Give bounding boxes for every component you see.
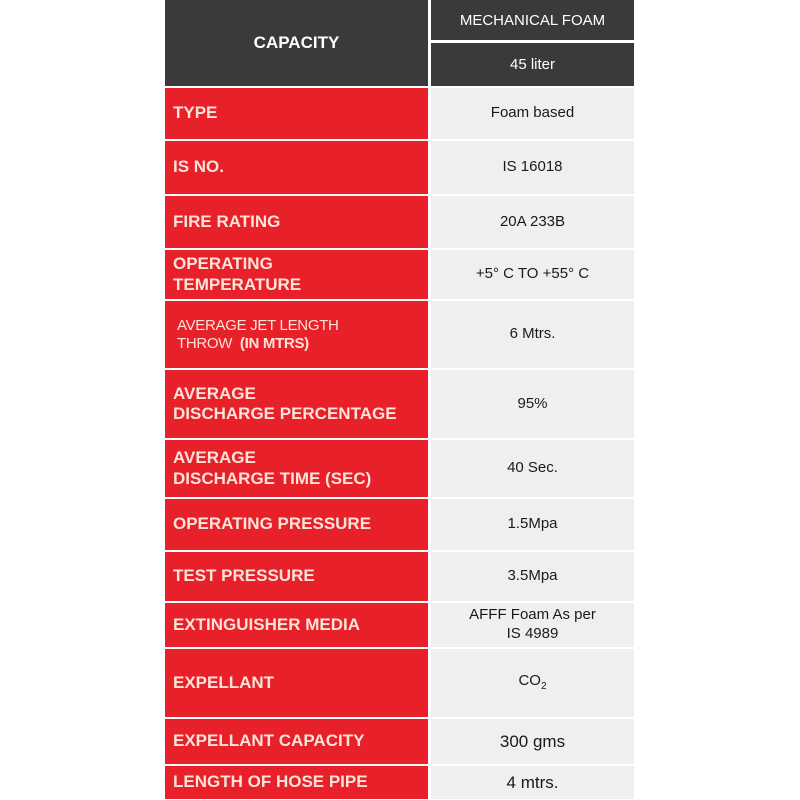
row-label (165, 440, 428, 497)
row-value: 95% (431, 370, 634, 438)
row-value: IS 16018 (431, 141, 634, 194)
row-value-subscript: 2 (540, 681, 547, 693)
row-label (165, 301, 428, 368)
table-row-hose-length (165, 766, 635, 799)
specification-table (165, 0, 635, 800)
row-label: FIRE RATING (165, 196, 428, 248)
row-value (431, 603, 634, 647)
row-value: 40 Sec. (431, 440, 634, 497)
row-value: 6 Mtrs. (431, 301, 634, 368)
row-value: Foam based (431, 88, 634, 139)
row-label: EXPELLANT CAPACITY (165, 719, 428, 764)
row-value-main: CO (518, 672, 541, 690)
table-row-operating-temperature (165, 250, 635, 299)
row-label: TEST PRESSURE (165, 552, 428, 601)
row-label: TYPE (165, 88, 428, 139)
table-row-operating-pressure (165, 499, 635, 550)
row-label-line: DISCHARGE PERCENTAGE (173, 404, 397, 423)
capacity-value-header: 45 liter (431, 43, 634, 86)
row-label: IS NO. (165, 141, 428, 194)
table-row-test-pressure (165, 552, 635, 601)
row-label (165, 250, 428, 299)
row-value: 4 mtrs. (431, 766, 634, 799)
row-value-line: AFFF Foam As per (469, 606, 596, 624)
row-value: 1.5Mpa (431, 499, 634, 550)
row-label: EXPELLANT (165, 649, 428, 717)
table-row-jet-length (165, 301, 635, 368)
product-type-header: MECHANICAL FOAM (431, 0, 634, 40)
row-value-line: IS 4989 (506, 625, 559, 642)
row-value: 3.5Mpa (431, 552, 634, 601)
row-label-line: TEMPERATURE (173, 274, 302, 294)
row-label-line: OPERATING (173, 254, 273, 274)
table-row-extinguisher-media (165, 603, 635, 647)
table-row-expellant (165, 649, 635, 717)
table-row-expellant-capacity (165, 719, 635, 764)
row-label-line: DISCHARGE TIME (SEC) (173, 468, 372, 488)
table-row-discharge-percentage (165, 370, 635, 438)
row-value: +5° C TO +55° C (431, 250, 634, 299)
row-label-suffix: (IN MTRS) (239, 334, 309, 352)
row-label (165, 370, 428, 438)
table-row-fire-rating (165, 196, 635, 248)
row-value (431, 649, 634, 717)
row-value: 20A 233B (431, 196, 634, 248)
row-label: LENGTH OF HOSE PIPE (165, 766, 428, 799)
capacity-header: CAPACITY (165, 0, 428, 86)
table-row-discharge-time (165, 440, 635, 497)
row-label-line: THROW (177, 334, 233, 352)
row-value: 300 gms (431, 719, 634, 764)
table-row-type (165, 88, 635, 139)
row-label: EXTINGUISHER MEDIA (165, 603, 428, 647)
row-label-line: AVERAGE (173, 448, 256, 468)
row-label-line: AVERAGE (173, 383, 256, 403)
table-row-is-no (165, 141, 635, 194)
row-label: OPERATING PRESSURE (165, 499, 428, 550)
row-label-line: AVERAGE JET LENGTH (177, 316, 339, 334)
